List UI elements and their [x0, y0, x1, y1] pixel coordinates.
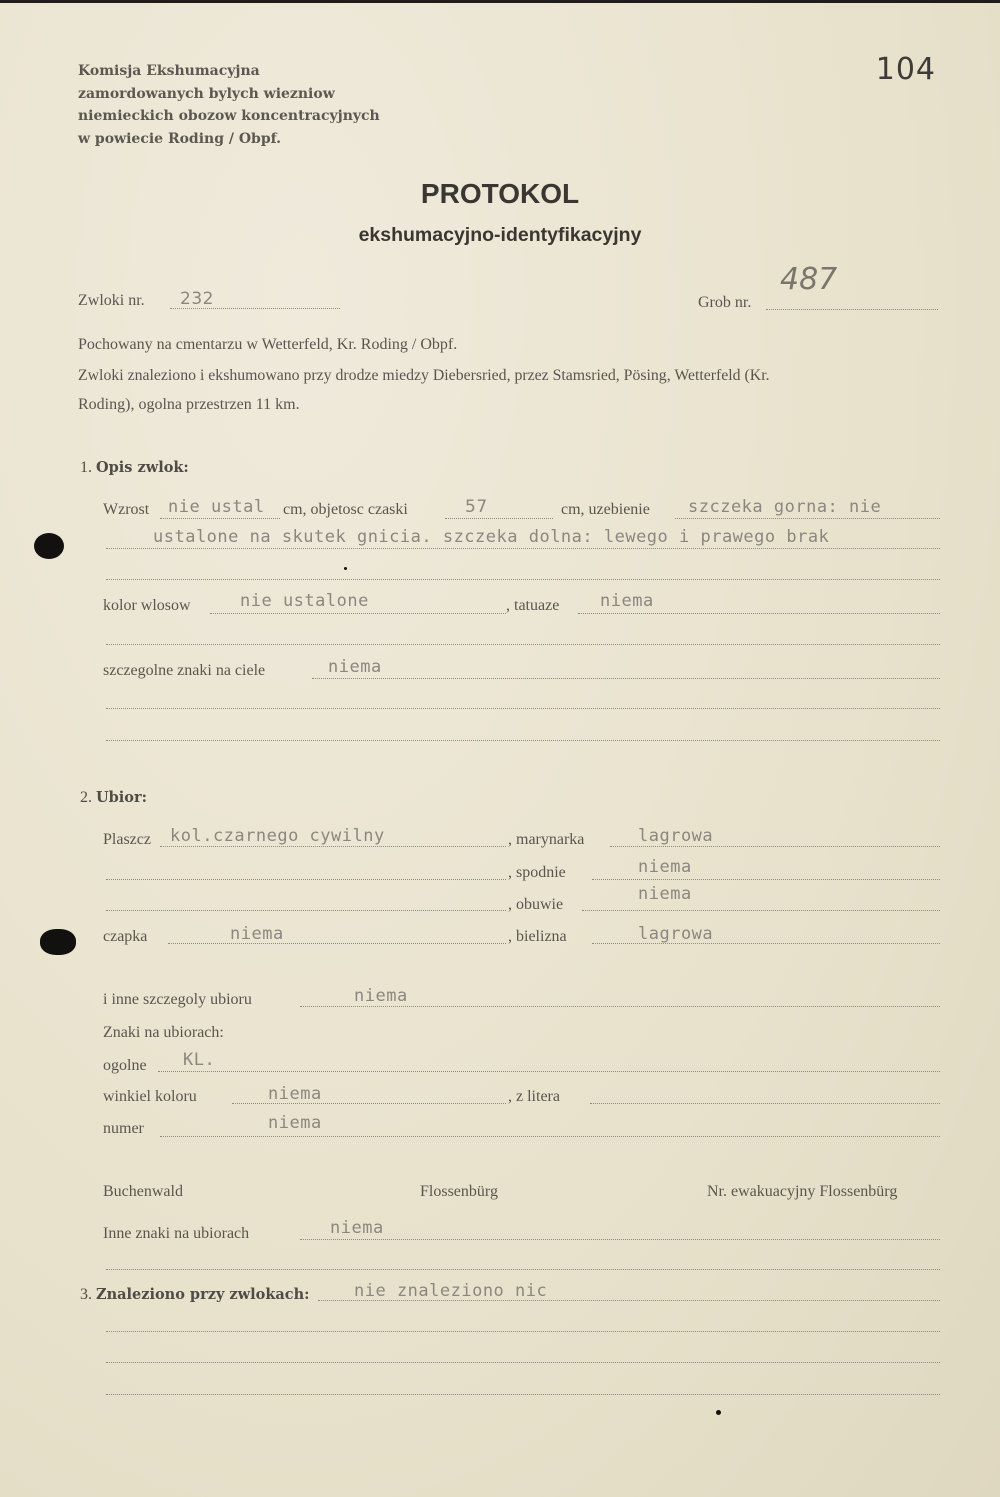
kolor-wlosow-value: nie ustalone	[240, 591, 369, 611]
section-1-title: Opis zwlok:	[96, 459, 189, 476]
uzebienie-value-1: szczeka gorna: nie	[688, 497, 882, 517]
obuwie-dotted-line	[582, 910, 940, 911]
obuwie-value: niema	[638, 884, 692, 904]
punch-hole-upper	[34, 533, 64, 559]
znaki-dotted-line	[312, 678, 940, 679]
spodnie-dotted-line	[592, 879, 940, 880]
plaszcz-value: kol.czarnego cywilny	[170, 826, 385, 846]
uzebienie-dotted-line-2	[106, 548, 940, 549]
commission-header	[78, 60, 380, 150]
spodnie-label: , spodnie	[508, 864, 566, 881]
wzrost-dotted-line	[160, 518, 280, 519]
znaki-blank-line-2	[106, 740, 940, 741]
flossenburg-label: Flossenbürg	[420, 1183, 498, 1200]
kolor-wlosow-label: kolor wlosow	[103, 597, 191, 614]
czapka-label: czapka	[103, 928, 148, 945]
plaszcz-dotted-line	[160, 846, 506, 847]
grob-number-handwritten: 487	[780, 262, 838, 297]
document-subtitle: ekshumacyjno-identyfikacyjny	[358, 224, 642, 246]
kolor-dotted-line	[210, 613, 506, 614]
page-number: 104	[875, 52, 936, 87]
ogolne-label: ogolne	[103, 1057, 147, 1074]
section-3-blank-line-3	[106, 1394, 940, 1395]
section-3-title: Znaleziono przy zwlokach:	[96, 1286, 310, 1303]
section-2-title: Ubior:	[96, 789, 147, 806]
zwloki-dotted-line	[170, 308, 340, 309]
numer-label: numer	[103, 1120, 144, 1137]
tatuaze-dotted-line	[578, 613, 940, 614]
winkiel-dotted-line	[232, 1103, 506, 1104]
znaki-na-ciele-value: niema	[328, 657, 382, 677]
obuwie-blank-line	[106, 910, 506, 911]
numer-value: niema	[268, 1113, 322, 1133]
winkiel-label: winkiel koloru	[103, 1088, 197, 1105]
section-2-number: 2.	[80, 789, 92, 806]
ogolne-dotted-line	[158, 1071, 940, 1072]
marynarka-label: , marynarka	[508, 831, 585, 848]
winkiel-value: niema	[268, 1084, 322, 1104]
uzebienie-dotted-line-1	[675, 518, 940, 519]
czapka-dotted-line	[168, 943, 506, 944]
marynarka-dotted-line	[610, 846, 940, 847]
bielizna-value: lagrowa	[638, 924, 714, 944]
header-line-3: niemieckich obozow koncentracyjnych	[78, 108, 380, 124]
kolor-blank-line	[106, 644, 940, 645]
z-litera-label: , z litera	[508, 1088, 560, 1105]
ewakuacyjny-label: Nr. ewakuacyjny Flossenbürg	[707, 1183, 898, 1200]
plaszcz-label: Plaszcz	[103, 831, 151, 848]
section-1-blank-line	[106, 579, 940, 580]
inne-szczegoly-value: niema	[354, 986, 408, 1006]
numer-dotted-line	[160, 1136, 940, 1137]
document-title: PROTOKOL	[420, 178, 580, 209]
wzrost-label: Wzrost	[103, 501, 150, 518]
inne-znaki-blank-line	[106, 1269, 940, 1270]
spodnie-blank-line	[106, 879, 506, 880]
inne-znaki-dotted-line	[300, 1239, 940, 1240]
czaska-dotted-line	[445, 518, 553, 519]
header-line-2: zamordowanych bylych wiezniow	[78, 85, 335, 102]
wzrost-value: nie ustal	[168, 497, 265, 517]
intro-line-1: Pochowany na cmentarzu w Wetterfeld, Kr. Roding / Obpf.	[78, 336, 458, 353]
znaki-na-ciele-label: szczegolne znaki na ciele	[103, 662, 266, 679]
header-line-1: Komisja Ekshumacyjna	[78, 63, 260, 79]
header-line-4: w powiecie Roding / Obpf.	[78, 130, 282, 147]
section-2-heading	[80, 789, 147, 807]
z-litera-dotted-line	[590, 1103, 940, 1104]
znaki-na-ubiorach-label: Znaki na ubiorach:	[103, 1024, 224, 1041]
section-1-number: 1.	[80, 459, 92, 476]
czapka-value: niema	[230, 924, 284, 944]
cm-uzebienie-label: cm, uzebienie	[561, 501, 650, 518]
marynarka-value: lagrowa	[638, 826, 714, 846]
bielizna-dotted-line	[592, 943, 940, 944]
ogolne-value: KL.	[183, 1050, 216, 1070]
ink-dot-small	[344, 567, 347, 570]
cm-objetosc-label: cm, objetosc czaski	[283, 501, 408, 518]
spodnie-value: niema	[638, 857, 692, 877]
section-3-blank-line-1	[106, 1331, 940, 1332]
inne-znaki-value: niema	[330, 1218, 384, 1238]
section-3-blank-line-2	[106, 1362, 940, 1363]
buchenwald-label: Buchenwald	[103, 1183, 183, 1200]
section-3-heading	[80, 1286, 309, 1304]
zwloki-label: Zwloki nr.	[78, 292, 145, 309]
inne-szczegoly-dotted-line	[300, 1006, 940, 1007]
section-1-heading	[80, 459, 189, 477]
inne-szczegoly-label: i inne szczegoly ubioru	[103, 991, 252, 1008]
intro-line-3: Roding), ogolna przestrzen 11 km.	[78, 396, 300, 413]
zwloki-number: 232	[180, 289, 214, 309]
punch-hole-lower	[40, 929, 76, 955]
ink-dot	[716, 1410, 721, 1415]
inne-znaki-label: Inne znaki na ubiorach	[103, 1225, 250, 1242]
section-3-number: 3.	[80, 1286, 92, 1303]
section-3-dotted-line	[318, 1300, 940, 1301]
bielizna-label: , bielizna	[508, 928, 567, 945]
czaska-value: 57	[465, 497, 488, 517]
section-3-value: nie znaleziono nic	[354, 1281, 548, 1301]
grob-label: Grob nr.	[698, 294, 752, 311]
uzebienie-value-2: ustalone na skutek gnicia. szczeka dolna: lewego i prawego brak	[153, 527, 830, 547]
intro-line-2: Zwloki znaleziono i ekshumowano przy drodze miedzy Diebersried, przez Stamsried, Pösing, Wetterfeld (Kr.	[78, 367, 770, 384]
grob-dotted-line	[766, 309, 938, 310]
znaki-blank-line-1	[106, 708, 940, 709]
tatuaze-label: , tatuaze	[506, 597, 560, 614]
tatuaze-value: niema	[600, 591, 654, 611]
top-edge	[0, 0, 1000, 3]
obuwie-label: , obuwie	[508, 896, 564, 913]
